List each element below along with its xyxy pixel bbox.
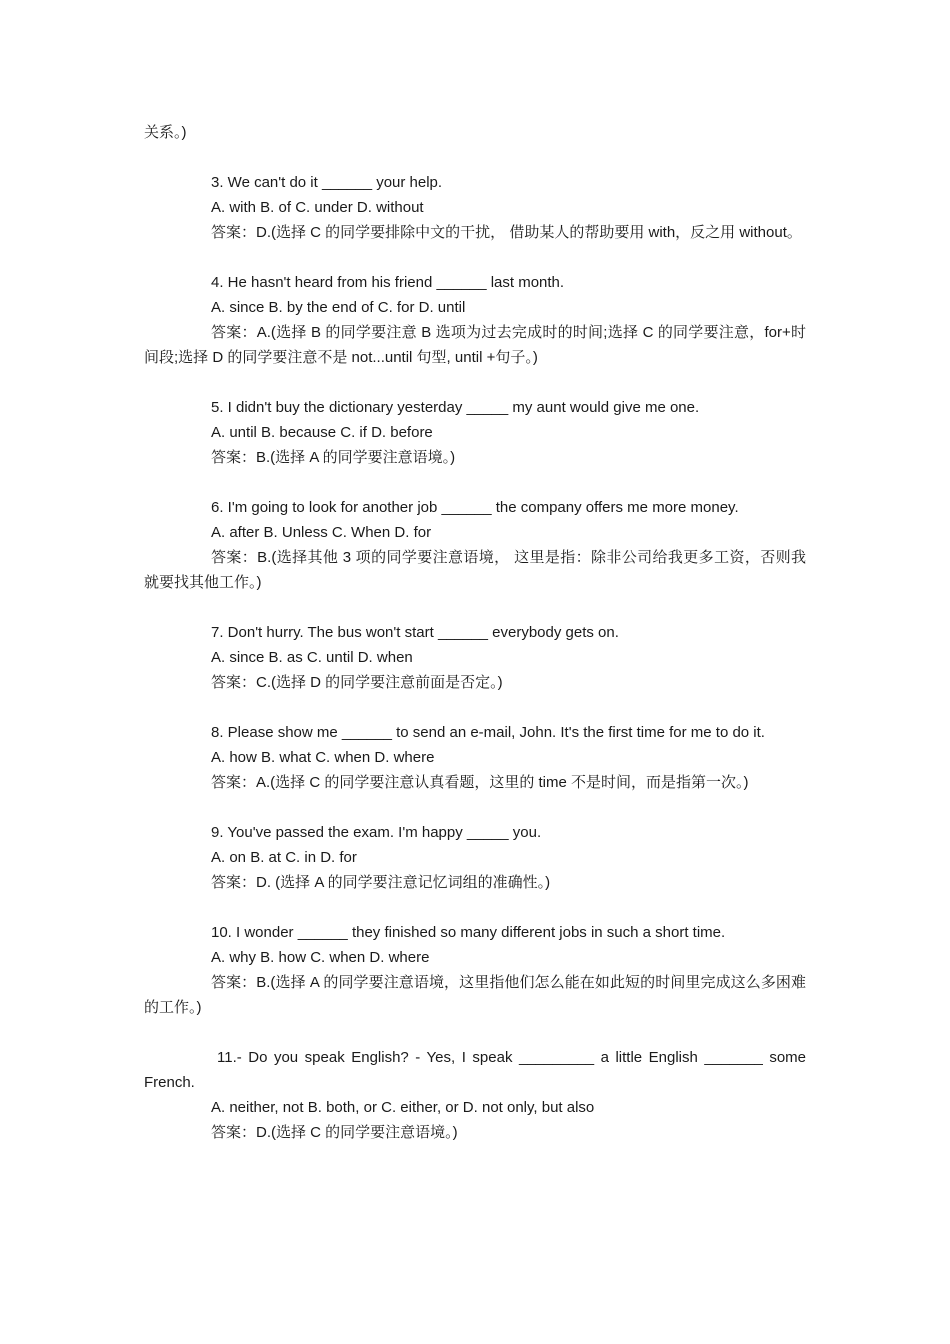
question-options: A. neither, not B. both, or C. either, or D. not only, but also: [211, 1099, 595, 1116]
question-text: 10. I wonder ______ they finished so many different jobs in such a short time.: [211, 924, 726, 941]
question-text: 3. We can't do it ______ your help.: [211, 174, 443, 191]
question-answer: 答案：D.(选择 C 的同学要注意语境。): [211, 1124, 458, 1141]
question-options: A. since B. by the end of C. for D. until: [211, 299, 466, 316]
question-answer: 答案：D. (选择 A 的同学要注意记忆词组的准确性。): [211, 874, 551, 891]
question-options: A. since B. as C. until D. when: [211, 649, 413, 666]
question-block-10: [144, 920, 806, 1020]
question-options: A. until B. because C. if D. before: [211, 424, 433, 441]
question-block-6: [144, 495, 806, 595]
question-block-5: [144, 395, 806, 470]
question-block-11: [144, 1045, 806, 1145]
question-block-8: [144, 720, 806, 795]
question-text: 7. Don't hurry. The bus won't start ______ everybody gets on.: [211, 624, 619, 641]
question-options: A. how B. what C. when D. where: [211, 749, 435, 766]
question-text: 6. I'm going to look for another job ______ the company offers me more money.: [211, 499, 739, 516]
question-answer: 答案：A.(选择 C 的同学要注意认真看题，这里的 time 不是时间，而是指第一次。): [211, 774, 749, 791]
question-answer: 答案：B.(选择 A 的同学要注意语境，这里指他们怎么能在如此短的时间里完成这么多困难的工作。): [144, 974, 806, 1016]
question-options: A. after B. Unless C. When D. for: [211, 524, 432, 541]
question-block-3: [144, 170, 806, 245]
question-options: A. on B. at C. in D. for: [211, 849, 357, 866]
question-options: A. why B. how C. when D. where: [211, 949, 430, 966]
question-text: 8. Please show me ______ to send an e-mail, John. It's the first time for me to do it.: [211, 724, 765, 741]
question-answer: 答案：B.(选择 A 的同学要注意语境。): [211, 449, 456, 466]
intro-fragment: 关系。): [144, 124, 187, 141]
question-text: 5. I didn't buy the dictionary yesterday _____ my aunt would give me one.: [211, 399, 700, 416]
question-answer: 答案：C.(选择 D 的同学要注意前面是否定。): [211, 674, 503, 691]
question-text: 4. He hasn't heard from his friend ______ last month.: [211, 274, 565, 291]
question-answer: 答案：D.(选择 C 的同学要排除中文的干扰， 借助某人的帮助要用 with，反之用 without。: [211, 224, 802, 241]
question-text: 11.- Do you speak English? - Yes, I speak _________ a little English _______ some French.: [144, 1049, 806, 1091]
document-page: [144, 120, 806, 1145]
question-block-4: [144, 270, 806, 370]
question-answer: 答案：A.(选择 B 的同学要注意 B 选项为过去完成时的时间;选择 C 的同学要注意，for+时间段;选择 D 的同学要注意不是 not...until 句型, until +句子。): [144, 324, 806, 366]
question-options: A. with B. of C. under D. without: [211, 199, 424, 216]
question-block-7: [144, 620, 806, 695]
question-block-9: [144, 820, 806, 895]
question-answer: 答案：B.(选择其他 3 项的同学要注意语境， 这里是指：除非公司给我更多工资，否则我就要找其他工作。): [144, 549, 806, 591]
question-text: 9. You've passed the exam. I'm happy _____ you.: [211, 824, 542, 841]
